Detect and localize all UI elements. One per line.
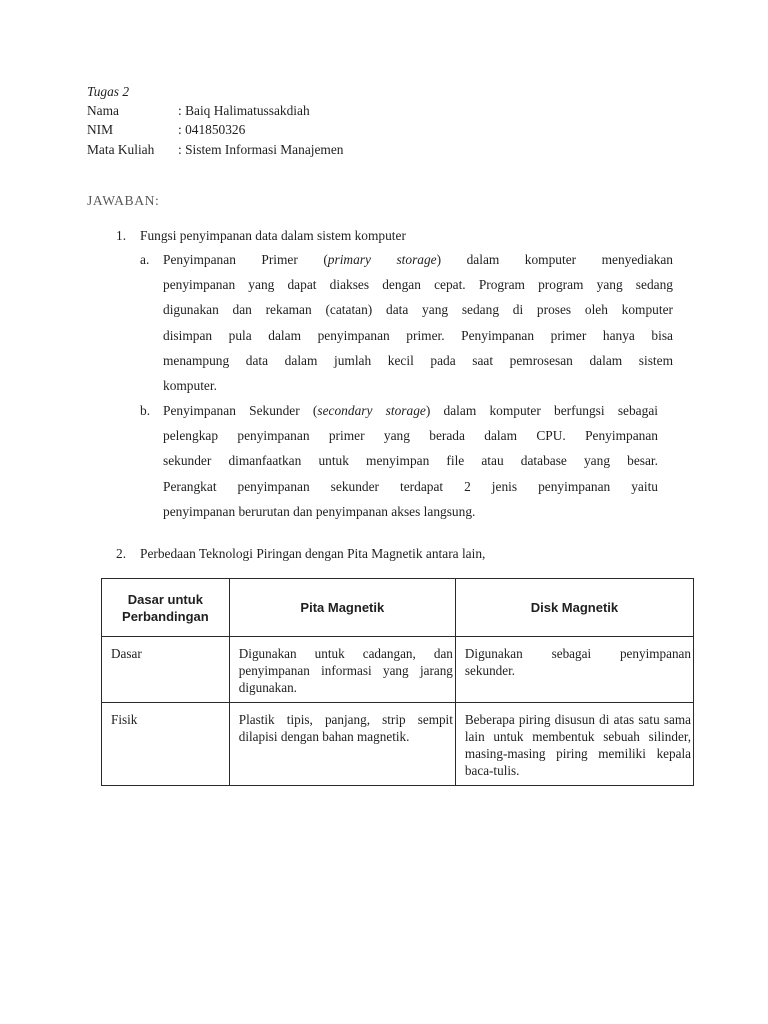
lead-tail-text: ) dalam komputer berfungsi sebagai xyxy=(425,403,658,418)
paragraph-line: pelengkap penyimpanan primer yang berada dalam CPU. Penyimpanan xyxy=(163,428,658,444)
meta-value: : Baiq Halimatussakdiah xyxy=(178,103,310,118)
q1b-paragraph xyxy=(163,398,658,524)
cell-text: Plastik tipis, panjang, strip sempit dilapisi dengan bahan magnetik. xyxy=(238,712,453,744)
paragraph-line: disimpan pula dalam penyimpanan primer. Penyimpanan primer hanya bisa xyxy=(163,327,673,343)
meta-value: : 041850326 xyxy=(178,122,246,137)
comparison-table xyxy=(101,578,694,786)
table-row xyxy=(102,703,694,786)
q1-title: Fungsi penyimpanan data dalam sistem komputer xyxy=(140,228,406,243)
paragraph-line: digunakan dan rekaman (catatan) data yang sedang di proses oleh komputer xyxy=(163,302,673,318)
table-cell xyxy=(455,637,693,703)
meta-label: Nama xyxy=(87,103,119,118)
table-header-cell xyxy=(102,579,230,637)
answer-heading: JAWABAN: xyxy=(87,193,160,208)
paragraph-line: penyimpanan berurutan dan penyimpanan akses langsung. xyxy=(163,503,476,519)
table-cell xyxy=(102,703,230,786)
header-text: Dasar untuk Perbandingan xyxy=(122,591,209,624)
table-cell xyxy=(455,703,693,786)
table-header-row xyxy=(102,579,694,637)
cell-text: Dasar xyxy=(111,646,142,661)
meta-label: NIM xyxy=(87,122,114,137)
paragraph-line: sekunder dimanfaatkan untuk menyimpan file atau database yang besar. xyxy=(163,453,658,469)
term-italic: primary storage xyxy=(327,252,437,267)
q1a-letter: a. xyxy=(140,252,150,267)
table-header-cell: Pita Magnetik xyxy=(229,579,455,637)
cell-text: Digunakan sebagai penyimpanan sekunder. xyxy=(464,646,691,678)
lead-text: Penyimpanan Primer ( xyxy=(163,252,328,267)
paragraph-line xyxy=(163,398,658,423)
paragraph-line: menampung data dalam jumlah kecil pada saat pemrosesan dalam sistem xyxy=(163,352,673,368)
q1a-paragraph xyxy=(163,247,673,398)
cell-text: Digunakan untuk cadangan, dan penyimpanan informasi yang jarang digunakan. xyxy=(238,646,453,695)
table-cell xyxy=(102,637,230,703)
lead-text: Penyimpanan Sekunder ( xyxy=(163,403,318,418)
q1b-letter: b. xyxy=(140,403,151,418)
term-italic: secondary storage xyxy=(317,403,426,418)
q2-number: 2. xyxy=(116,546,127,561)
paragraph-line xyxy=(163,247,673,272)
q1-number: 1. xyxy=(116,228,127,243)
q2-title: Perbedaan Teknologi Piringan dengan Pita Magnetik antara lain, xyxy=(140,546,486,561)
meta-label: Mata Kuliah xyxy=(87,142,155,157)
table-cell xyxy=(229,703,455,786)
cell-text: Fisik xyxy=(111,712,138,727)
cell-text: Beberapa piring disusun di atas satu sama lain untuk membentuk sebuah silinder, masing-masing piring memiliki kepala baca-tulis. xyxy=(464,712,691,778)
lead-tail-text: ) dalam komputer menyediakan xyxy=(436,252,673,267)
table-header-cell: Disk Magnetik xyxy=(455,579,693,637)
paragraph-line: Perangkat penyimpanan sekunder terdapat 2 jenis penyimpanan yaitu xyxy=(163,478,658,494)
paragraph-line: penyimpanan yang dapat diakses dengan cepat. Program program yang sedang xyxy=(163,277,673,293)
table-row xyxy=(102,637,694,703)
meta-value: : Sistem Informasi Manajemen xyxy=(178,142,344,157)
table-cell xyxy=(229,637,455,703)
paragraph-line: komputer. xyxy=(163,377,217,393)
document-title: Tugas 2 xyxy=(87,84,130,99)
